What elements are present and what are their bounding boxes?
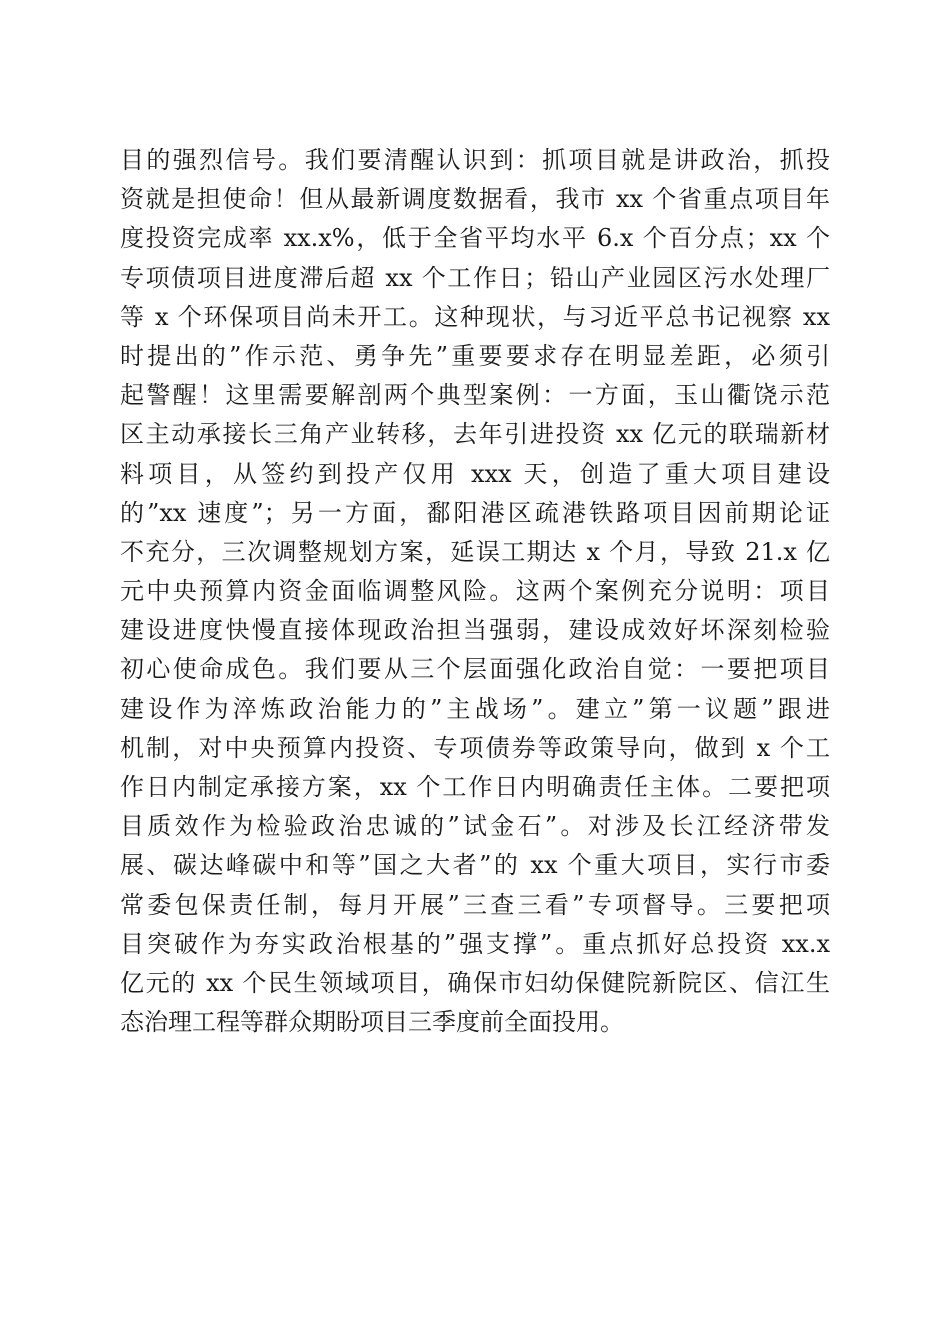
paragraph-line: 态治理工程等群众期盼项目三季度前全面投用。 [120, 1008, 624, 1037]
paragraph-line: 不充分，三次调整规划方案，延误工期达 x 个月，导致 21.x 亿 [120, 537, 830, 566]
paragraph-line: 料项目，从签约到投产仅用 xxx 天，创造了重大项目建设 [120, 459, 830, 488]
paragraph-line: 的”xx 速度”；另一方面，鄱阳港区疏港铁路项目因前期论证 [120, 498, 830, 527]
paragraph-line: 亿元的 xx 个民生领域项目，确保市妇幼保健院新院区、信江生 [120, 968, 830, 997]
paragraph-line: 目突破作为夯实政治根基的”强支撑”。重点抓好总投资 xx.x [120, 929, 830, 958]
paragraph-line: 时提出的”作示范、勇争先”重要要求存在明显差距，必须引 [120, 341, 830, 370]
paragraph-line: 度投资完成率 xx.x%，低于全省平均水平 6.x 个百分点；xx 个 [120, 224, 830, 253]
paragraph-line: 机制，对中央预算内投资、专项债券等政策导向，做到 x 个工 [120, 733, 830, 762]
paragraph-line: 元中央预算内资金面临调整风险。这两个案例充分说明：项目 [120, 577, 830, 606]
paragraph-line: 建设进度快慢直接体现政治担当强弱，建设成效好坏深刻检验 [120, 616, 830, 645]
paragraph-line: 目质效作为检验政治忠诚的”试金石”。对涉及长江经济带发 [120, 812, 830, 841]
paragraph-line: 起警醒！这里需要解剖两个典型案例：一方面，玉山衢饶示范 [120, 381, 830, 410]
paragraph-line: 作日内制定承接方案，xx 个工作日内明确责任主体。二要把项 [120, 773, 830, 801]
paragraph-line: 区主动承接长三角产业转移，去年引进投资 xx 亿元的联瑞新材 [120, 420, 830, 449]
paragraph-line: 资就是担使命！但从最新调度数据看，我市 xx 个省重点项目年 [120, 185, 830, 214]
paragraph-line: 目的强烈信号。我们要清醒认识到：抓项目就是讲政治，抓投 [120, 146, 830, 174]
body-paragraph [120, 141, 830, 1042]
paragraph-line: 初心使命成色。我们要从三个层面强化政治自觉：一要把项目 [120, 655, 830, 684]
paragraph-line: 专项债项目进度滞后超 xx 个工作日；铅山产业园区污水处理厂 [120, 263, 830, 292]
paragraph-line: 等 x 个环保项目尚未开工。这种现状，与习近平总书记视察 xx [120, 302, 830, 331]
paragraph-line: 展、碳达峰碳中和等”国之大者”的 xx 个重大项目，实行市委 [120, 851, 830, 880]
paragraph-line: 常委包保责任制，每月开展”三查三看”专项督导。三要把项 [120, 890, 830, 919]
paragraph-line: 建设作为淬炼政治能力的”主战场”。建立”第一议题”跟进 [120, 694, 830, 723]
